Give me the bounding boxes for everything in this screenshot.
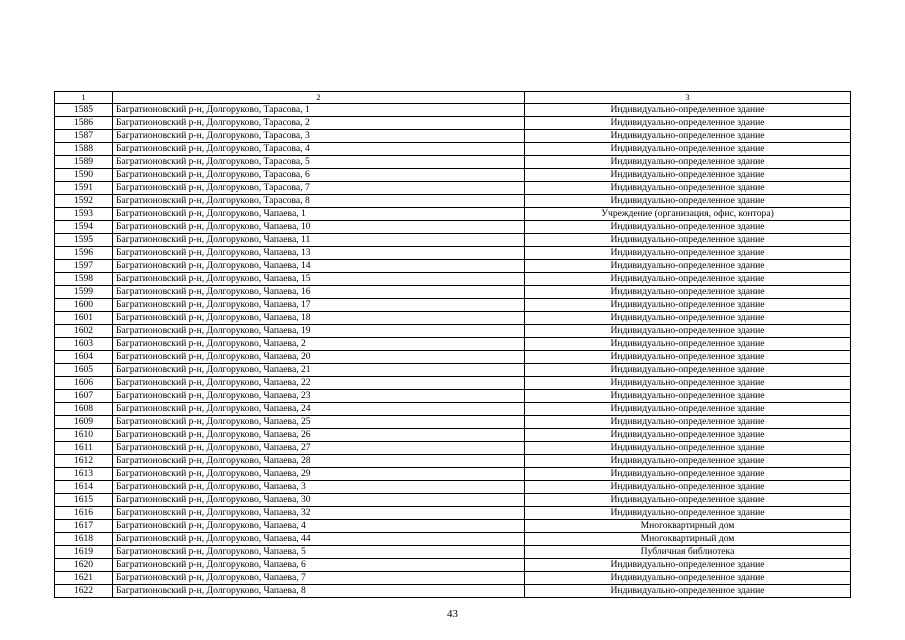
row-address-cell: Багратионовский р-н, Долгоруково, Чапаева, 5 xyxy=(113,546,525,559)
table-row xyxy=(55,325,851,338)
row-address-cell: Багратионовский р-н, Долгоруково, Чапаева, 26 xyxy=(113,429,525,442)
row-address-cell: Багратионовский р-н, Долгоруково, Чапаева, 4 xyxy=(113,520,525,533)
row-address-cell: Багратионовский р-н, Долгоруково, Чапаева, 10 xyxy=(113,221,525,234)
table-row xyxy=(55,520,851,533)
row-number-cell: 1596 xyxy=(55,247,113,260)
row-address-cell: Багратионовский р-н, Долгоруково, Тарасова, 3 xyxy=(113,130,525,143)
table-row xyxy=(55,169,851,182)
row-type-cell: Публичная библиотека xyxy=(525,546,851,559)
row-type-cell: Индивидуально-определенное здание xyxy=(525,351,851,364)
row-number-cell: 1599 xyxy=(55,286,113,299)
table-row xyxy=(55,507,851,520)
table-row xyxy=(55,312,851,325)
row-number-cell: 1622 xyxy=(55,585,113,598)
table-row xyxy=(55,390,851,403)
table-row xyxy=(55,247,851,260)
column-header-number: 1 xyxy=(55,92,113,104)
row-type-cell: Индивидуально-определенное здание xyxy=(525,260,851,273)
row-type-cell: Индивидуально-определенное здание xyxy=(525,481,851,494)
row-type-cell: Индивидуально-определенное здание xyxy=(525,117,851,130)
row-number-cell: 1617 xyxy=(55,520,113,533)
row-type-cell: Многоквартирный дом xyxy=(525,533,851,546)
row-number-cell: 1606 xyxy=(55,377,113,390)
row-address-cell: Багратионовский р-н, Долгоруково, Тарасова, 7 xyxy=(113,182,525,195)
row-address-cell: Багратионовский р-н, Долгоруково, Чапаева, 18 xyxy=(113,312,525,325)
row-number-cell: 1589 xyxy=(55,156,113,169)
row-number-cell: 1616 xyxy=(55,507,113,520)
row-type-cell: Индивидуально-определенное здание xyxy=(525,572,851,585)
row-address-cell: Багратионовский р-н, Долгоруково, Чапаева, 21 xyxy=(113,364,525,377)
row-type-cell: Индивидуально-определенное здание xyxy=(525,195,851,208)
row-number-cell: 1613 xyxy=(55,468,113,481)
row-type-cell: Индивидуально-определенное здание xyxy=(525,299,851,312)
row-number-cell: 1595 xyxy=(55,234,113,247)
row-number-cell: 1591 xyxy=(55,182,113,195)
row-address-cell: Багратионовский р-н, Долгоруково, Чапаева, 19 xyxy=(113,325,525,338)
row-address-cell: Багратионовский р-н, Долгоруково, Тарасова, 8 xyxy=(113,195,525,208)
row-number-cell: 1593 xyxy=(55,208,113,221)
row-number-cell: 1604 xyxy=(55,351,113,364)
row-address-cell: Багратионовский р-н, Долгоруково, Тарасова, 5 xyxy=(113,156,525,169)
row-type-cell: Индивидуально-определенное здание xyxy=(525,182,851,195)
row-address-cell: Багратионовский р-н, Долгоруково, Чапаева, 24 xyxy=(113,403,525,416)
row-address-cell: Багратионовский р-н, Долгоруково, Чапаева, 22 xyxy=(113,377,525,390)
row-number-cell: 1615 xyxy=(55,494,113,507)
table-row xyxy=(55,403,851,416)
row-type-cell: Индивидуально-определенное здание xyxy=(525,442,851,455)
table-row xyxy=(55,416,851,429)
table-row xyxy=(55,494,851,507)
row-number-cell: 1585 xyxy=(55,104,113,117)
row-type-cell: Индивидуально-определенное здание xyxy=(525,273,851,286)
table-row xyxy=(55,143,851,156)
table-row xyxy=(55,468,851,481)
row-address-cell: Багратионовский р-н, Долгоруково, Чапаева, 16 xyxy=(113,286,525,299)
table-row xyxy=(55,429,851,442)
row-address-cell: Багратионовский р-н, Долгоруково, Чапаева, 7 xyxy=(113,572,525,585)
row-number-cell: 1590 xyxy=(55,169,113,182)
row-address-cell: Багратионовский р-н, Долгоруково, Чапаева, 2 xyxy=(113,338,525,351)
row-number-cell: 1614 xyxy=(55,481,113,494)
row-type-cell: Индивидуально-определенное здание xyxy=(525,130,851,143)
row-address-cell: Багратионовский р-н, Долгоруково, Тарасова, 2 xyxy=(113,117,525,130)
row-number-cell: 1602 xyxy=(55,325,113,338)
table-row xyxy=(55,195,851,208)
table-row xyxy=(55,546,851,559)
row-type-cell: Индивидуально-определенное здание xyxy=(525,234,851,247)
row-address-cell: Багратионовский р-н, Долгоруково, Чапаева, 3 xyxy=(113,481,525,494)
row-address-cell: Багратионовский р-н, Долгоруково, Чапаева, 30 xyxy=(113,494,525,507)
row-type-cell: Индивидуально-определенное здание xyxy=(525,247,851,260)
table-row xyxy=(55,182,851,195)
table-row xyxy=(55,585,851,598)
column-header-address: 2 xyxy=(113,92,525,104)
row-address-cell: Багратионовский р-н, Долгоруково, Чапаева, 14 xyxy=(113,260,525,273)
row-type-cell: Индивидуально-определенное здание xyxy=(525,104,851,117)
row-address-cell: Багратионовский р-н, Долгоруково, Чапаева, 13 xyxy=(113,247,525,260)
row-type-cell: Индивидуально-определенное здание xyxy=(525,364,851,377)
row-number-cell: 1597 xyxy=(55,260,113,273)
row-type-cell: Индивидуально-определенное здание xyxy=(525,416,851,429)
row-address-cell: Багратионовский р-н, Долгоруково, Чапаева, 6 xyxy=(113,559,525,572)
row-number-cell: 1609 xyxy=(55,416,113,429)
table-body xyxy=(55,92,851,598)
table-row xyxy=(55,156,851,169)
row-type-cell: Индивидуально-определенное здание xyxy=(525,468,851,481)
row-address-cell: Багратионовский р-н, Долгоруково, Чапаева, 44 xyxy=(113,533,525,546)
table-row xyxy=(55,377,851,390)
row-number-cell: 1588 xyxy=(55,143,113,156)
row-number-cell: 1600 xyxy=(55,299,113,312)
row-type-cell: Индивидуально-определенное здание xyxy=(525,169,851,182)
row-type-cell: Индивидуально-определенное здание xyxy=(525,338,851,351)
table-header-row xyxy=(55,92,851,104)
row-address-cell: Багратионовский р-н, Долгоруково, Чапаева, 17 xyxy=(113,299,525,312)
column-header-type: 3 xyxy=(525,92,851,104)
table-row xyxy=(55,559,851,572)
table-row xyxy=(55,117,851,130)
table-row xyxy=(55,351,851,364)
table-row xyxy=(55,533,851,546)
row-address-cell: Багратионовский р-н, Долгоруково, Тарасова, 4 xyxy=(113,143,525,156)
row-address-cell: Багратионовский р-н, Долгоруково, Чапаева, 29 xyxy=(113,468,525,481)
row-number-cell: 1587 xyxy=(55,130,113,143)
row-type-cell: Учреждение (организация, офис, контора) xyxy=(525,208,851,221)
row-type-cell: Индивидуально-определенное здание xyxy=(525,429,851,442)
table-row xyxy=(55,273,851,286)
row-type-cell: Индивидуально-определенное здание xyxy=(525,494,851,507)
row-number-cell: 1611 xyxy=(55,442,113,455)
row-address-cell: Багратионовский р-н, Долгоруково, Чапаева, 8 xyxy=(113,585,525,598)
table-row xyxy=(55,455,851,468)
row-number-cell: 1607 xyxy=(55,390,113,403)
row-address-cell: Багратионовский р-н, Долгоруково, Чапаева, 32 xyxy=(113,507,525,520)
table-row xyxy=(55,572,851,585)
row-address-cell: Багратионовский р-н, Долгоруково, Чапаева, 27 xyxy=(113,442,525,455)
table-row xyxy=(55,286,851,299)
table-row xyxy=(55,338,851,351)
row-address-cell: Багратионовский р-н, Долгоруково, Тарасова, 6 xyxy=(113,169,525,182)
table-row xyxy=(55,208,851,221)
row-number-cell: 1621 xyxy=(55,572,113,585)
row-number-cell: 1608 xyxy=(55,403,113,416)
row-number-cell: 1601 xyxy=(55,312,113,325)
row-address-cell: Багратионовский р-н, Долгоруково, Чапаева, 23 xyxy=(113,390,525,403)
table-row xyxy=(55,221,851,234)
table-row xyxy=(55,299,851,312)
row-address-cell: Багратионовский р-н, Долгоруково, Чапаева, 20 xyxy=(113,351,525,364)
row-type-cell: Индивидуально-определенное здание xyxy=(525,507,851,520)
row-type-cell: Индивидуально-определенное здание xyxy=(525,156,851,169)
table-row xyxy=(55,364,851,377)
row-type-cell: Индивидуально-определенное здание xyxy=(525,455,851,468)
table-row xyxy=(55,234,851,247)
document-table xyxy=(54,91,851,598)
row-address-cell: Багратионовский р-н, Долгоруково, Чапаева, 11 xyxy=(113,234,525,247)
row-type-cell: Индивидуально-определенное здание xyxy=(525,559,851,572)
row-type-cell: Индивидуально-определенное здание xyxy=(525,403,851,416)
row-address-cell: Багратионовский р-н, Долгоруково, Тарасова, 1 xyxy=(113,104,525,117)
row-type-cell: Многоквартирный дом xyxy=(525,520,851,533)
row-type-cell: Индивидуально-определенное здание xyxy=(525,325,851,338)
row-address-cell: Багратионовский р-н, Долгоруково, Чапаева, 1 xyxy=(113,208,525,221)
row-number-cell: 1605 xyxy=(55,364,113,377)
table-row xyxy=(55,481,851,494)
row-number-cell: 1603 xyxy=(55,338,113,351)
row-address-cell: Багратионовский р-н, Долгоруково, Чапаева, 25 xyxy=(113,416,525,429)
table-row xyxy=(55,260,851,273)
row-type-cell: Индивидуально-определенное здание xyxy=(525,585,851,598)
row-number-cell: 1620 xyxy=(55,559,113,572)
table-row xyxy=(55,130,851,143)
row-number-cell: 1618 xyxy=(55,533,113,546)
row-address-cell: Багратионовский р-н, Долгоруково, Чапаева, 28 xyxy=(113,455,525,468)
row-type-cell: Индивидуально-определенное здание xyxy=(525,221,851,234)
row-type-cell: Индивидуально-определенное здание xyxy=(525,286,851,299)
row-number-cell: 1619 xyxy=(55,546,113,559)
row-number-cell: 1612 xyxy=(55,455,113,468)
row-type-cell: Индивидуально-определенное здание xyxy=(525,312,851,325)
table-row xyxy=(55,104,851,117)
row-number-cell: 1594 xyxy=(55,221,113,234)
row-number-cell: 1586 xyxy=(55,117,113,130)
row-number-cell: 1598 xyxy=(55,273,113,286)
row-number-cell: 1610 xyxy=(55,429,113,442)
row-type-cell: Индивидуально-определенное здание xyxy=(525,143,851,156)
row-type-cell: Индивидуально-определенное здание xyxy=(525,377,851,390)
row-number-cell: 1592 xyxy=(55,195,113,208)
row-type-cell: Индивидуально-определенное здание xyxy=(525,390,851,403)
table-row xyxy=(55,442,851,455)
page-number: 43 xyxy=(447,608,458,620)
row-address-cell: Багратионовский р-н, Долгоруково, Чапаева, 15 xyxy=(113,273,525,286)
